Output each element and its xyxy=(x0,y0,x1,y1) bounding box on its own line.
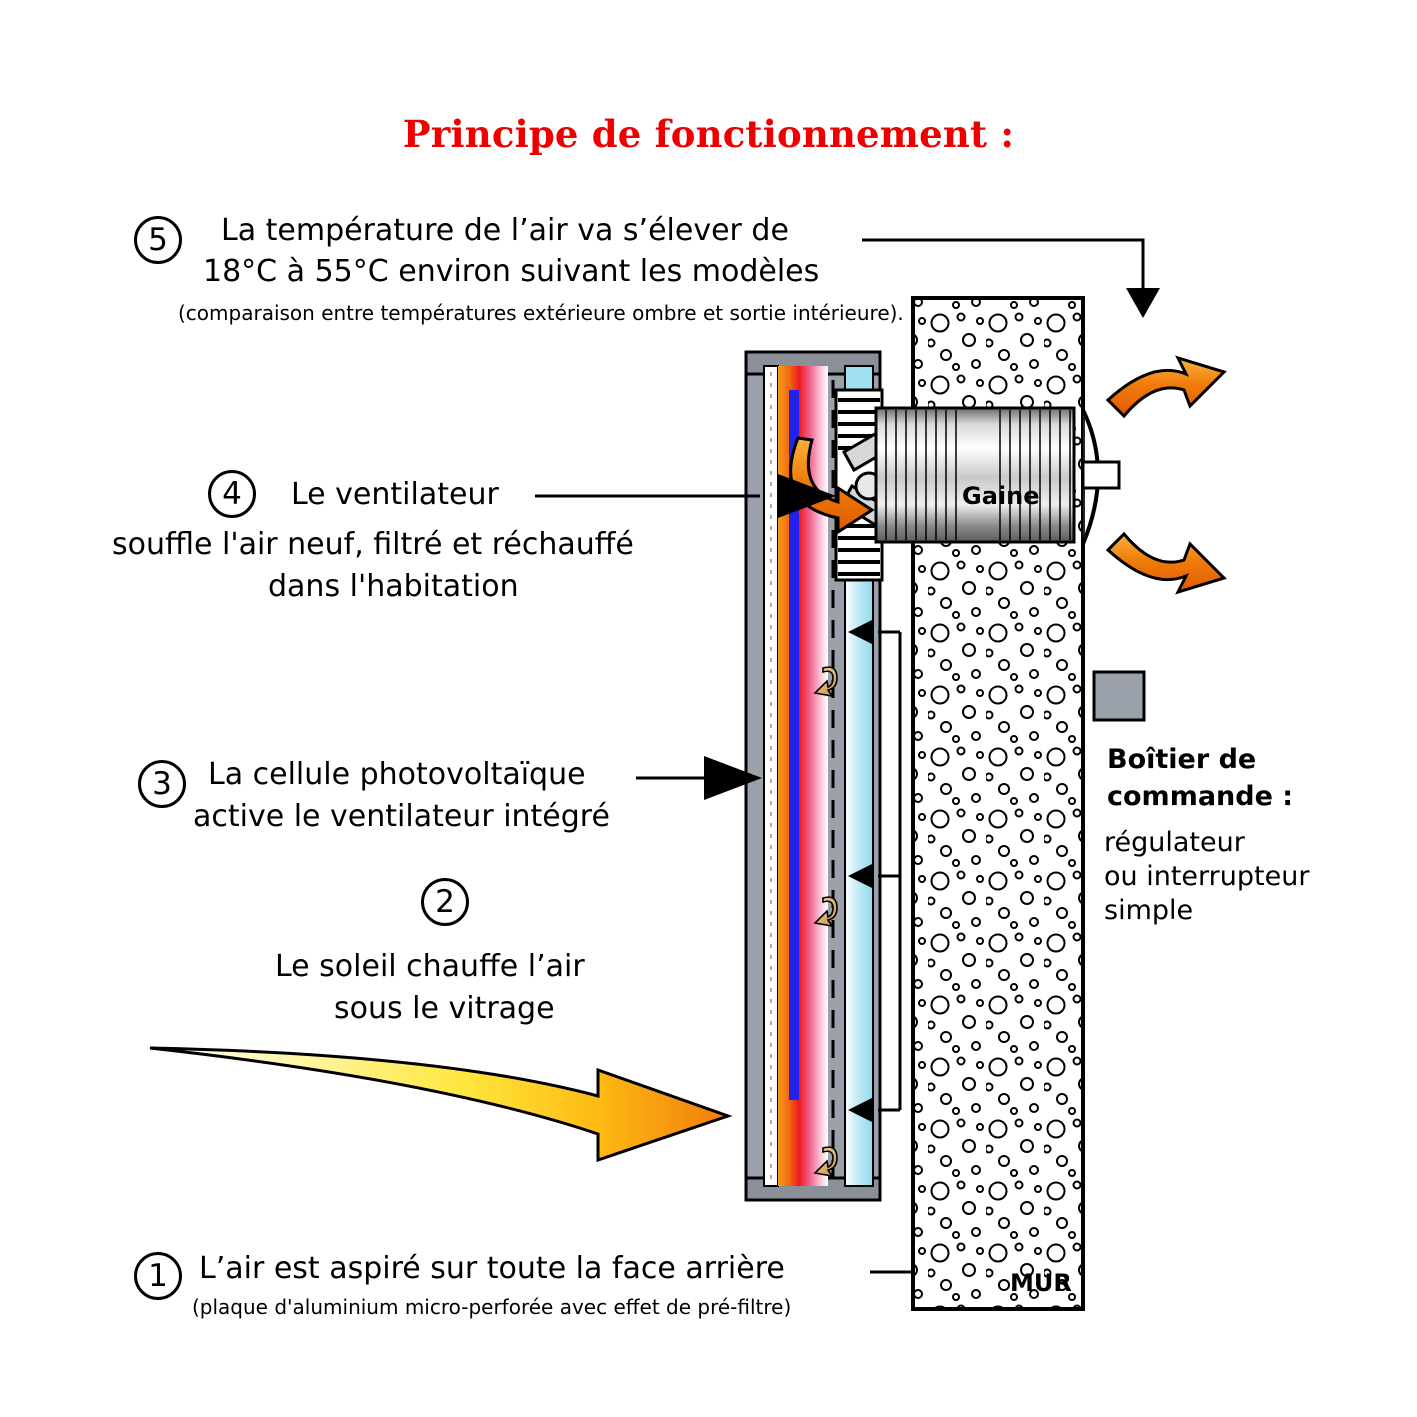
wall-label: MUR xyxy=(1010,1269,1072,1297)
step-5-line-2: 18°C à 55°C environ suivant les modèles xyxy=(203,254,820,289)
page-title: Principe de fonctionnement : xyxy=(402,112,1015,156)
step-1-note: (plaque d'aluminium micro-perforée avec effet de pré-filtre) xyxy=(192,1295,792,1319)
step-4-number: 4 xyxy=(208,470,256,518)
control-box-desc-line-2: ou interrupteur xyxy=(1104,861,1310,892)
step-1-number: 1 xyxy=(134,1252,182,1300)
step-3-line-1: La cellule photovoltaïque xyxy=(208,757,586,792)
step-5-note: (comparaison entre températures extérieure ombre et sortie intérieure). xyxy=(178,301,904,325)
step-2-line-1: Le soleil chauffe l’air xyxy=(275,949,585,984)
control-box xyxy=(1094,672,1144,720)
step-5-line-1: La température de l’air va s’élever de xyxy=(221,213,789,248)
step-1-line-1: L’air est aspiré sur toute la face arrière xyxy=(199,1251,785,1286)
duct-label: Gaine xyxy=(962,482,1040,510)
step-4-line-1: Le ventilateur xyxy=(291,477,499,512)
sun-beam-arrow xyxy=(150,1048,728,1160)
indoor-air-arrows xyxy=(1108,358,1224,592)
step-4-line-3: dans l'habitation xyxy=(268,569,519,604)
step-2-number: 2 xyxy=(421,878,469,926)
step-4-line-2: souffle l'air neuf, filtré et réchauffé xyxy=(112,527,634,562)
control-box-desc-line-1: régulateur xyxy=(1104,827,1245,858)
step-3-number: 3 xyxy=(138,760,186,808)
step-2-line-2: sous le vitrage xyxy=(334,991,555,1026)
control-box-label-line-1: Boîtier de xyxy=(1107,744,1257,775)
control-box-label-line-2: commande : xyxy=(1107,781,1294,812)
control-box-desc-line-3: simple xyxy=(1104,895,1194,926)
step-3-line-2: active le ventilateur intégré xyxy=(193,799,610,834)
step-5-number: 5 xyxy=(134,216,182,264)
